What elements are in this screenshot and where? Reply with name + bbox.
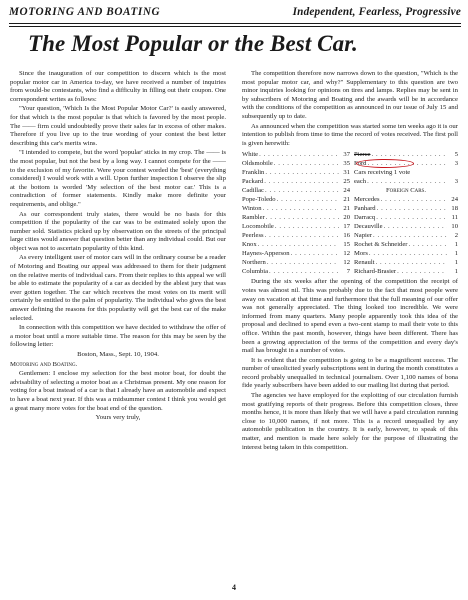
car-name: Oldsmobile <box>242 160 273 168</box>
dot-leader <box>371 150 447 159</box>
masthead-motto: Independent, Fearless, Progressive <box>292 6 461 18</box>
vote-count: 1 <box>454 241 458 249</box>
domestic-car-entry <box>242 249 350 258</box>
dot-leader <box>291 249 339 258</box>
dot-leader <box>258 240 339 249</box>
car-name: Locomobile <box>242 223 274 231</box>
letter-closing: Yours very truly, <box>95 414 141 422</box>
vote-count: 21 <box>343 196 350 204</box>
second-list-entry <box>350 177 458 186</box>
dot-leader <box>266 213 339 222</box>
car-name: White <box>242 151 259 159</box>
vote-count: 11 <box>451 214 458 222</box>
masthead-rule-thin <box>9 26 461 27</box>
dot-leader <box>259 150 339 159</box>
vote-count: 2 <box>454 232 458 240</box>
vote-count: 24 <box>451 196 458 204</box>
car-name: Decauville <box>354 223 383 231</box>
car-name: Haynes-Apperson <box>242 250 290 258</box>
vote-count: 21 <box>343 205 350 213</box>
car-name: Pope-Toledo <box>242 196 276 204</box>
poll-row <box>242 159 458 168</box>
domestic-car-entry <box>242 150 350 159</box>
car-name: Ford <box>354 160 367 168</box>
domestic-car-entry <box>242 195 350 204</box>
vote-count: 25 <box>343 178 350 186</box>
poll-row <box>242 240 458 249</box>
dot-leader <box>265 168 339 177</box>
article-paragraph: "I intended to compete, but the word 'popular' sticks in my crop. The —— is the most popular, but not the best by a long way. I cannot compete for the —— to the exclusion of my favorite. Were your contest worded the 'best' (everything considered) I would work with a will. Upon further inspection I observe the slip at the bottom is worded 'My selection of the best motor car.' This is a contradiction of former statements. Kindly make more definite your requirements, and oblige." <box>10 149 226 208</box>
car-name: Richard-Brasier <box>354 268 397 276</box>
dot-leader <box>367 159 447 168</box>
car-name: Rochet & Schneider <box>354 241 408 249</box>
vote-count: 16 <box>343 232 350 240</box>
vote-count: 1 <box>454 268 458 276</box>
page-number: 4 <box>232 583 236 592</box>
car-name: Knox <box>242 241 257 249</box>
car-name: Mors <box>354 250 368 258</box>
poll-row <box>242 195 458 204</box>
vote-poll-table <box>242 150 458 276</box>
car-name: Panhard <box>354 205 376 213</box>
dot-leader <box>263 204 339 213</box>
car-name: Northern <box>242 259 266 267</box>
vote-count: 15 <box>343 241 350 249</box>
right-column <box>242 70 458 453</box>
vote-count: 3 <box>454 160 458 168</box>
second-list-entry <box>350 258 458 267</box>
domestic-car-entry <box>242 168 350 177</box>
poll-row <box>242 204 458 213</box>
car-name: Mercedes <box>354 196 380 204</box>
car-name: Peerless <box>242 232 264 240</box>
domestic-car-entry <box>242 204 350 213</box>
masthead <box>9 6 461 22</box>
second-list-entry <box>350 240 458 249</box>
dot-leader <box>275 222 339 231</box>
masthead-title: MOTORING AND BOATING <box>9 6 161 18</box>
dot-leader <box>376 258 447 267</box>
dot-leader <box>376 213 447 222</box>
dot-leader <box>264 177 339 186</box>
domestic-car-entry <box>242 267 350 276</box>
domestic-car-entry <box>242 231 350 240</box>
car-name: Darracq <box>354 214 376 222</box>
second-list-entry <box>350 150 458 159</box>
poll-row <box>242 150 458 159</box>
article-paragraph: It is evident that the competition is going to be a magnificent success. The number of unsolicited yearly subscriptions sent in during the month constitutes a record probably unequalled in technical journalism. Over 1,100 names of bona fide yearly subscribers have been added to our mailing list during that period. <box>242 356 459 390</box>
article-paragraph: As our correspondent truly states, there would be no basis for this competition if the popularity of the car was to be estimated solely upon the number sold. Statistics picked up by observation on the streets of the principal large cities would answer that question better than any individual could. But our object was not to ascertain popularity of this kind. <box>10 210 226 252</box>
dot-leader <box>367 177 447 186</box>
car-name: Cadillac <box>242 187 264 195</box>
vote-count: 17 <box>343 223 350 231</box>
second-list-entry <box>350 168 458 177</box>
second-list-entry <box>350 159 458 168</box>
car-name: Winton <box>242 205 262 213</box>
dot-leader <box>381 195 447 204</box>
second-list-entry <box>350 249 458 258</box>
vote-count: 12 <box>343 250 350 258</box>
poll-row <box>242 267 458 276</box>
poll-row <box>242 258 458 267</box>
dot-leader <box>377 204 447 213</box>
vote-count: 24 <box>343 187 350 195</box>
second-list-entry <box>350 186 458 195</box>
article-paragraph: Since the inauguration of our competition to discern which is the most popular motor car in America to-day, we have received a number of inquiries from would-be contestants, who find a difficulty in filling out their coupon. One correspondent writes as follows: <box>10 70 226 103</box>
dot-leader <box>269 267 339 276</box>
second-list-entry <box>350 222 458 231</box>
car-name: Napier <box>354 232 372 240</box>
left-column <box>10 70 226 424</box>
dot-leader <box>397 267 447 276</box>
dot-leader <box>369 249 447 258</box>
vote-count: 31 <box>343 169 350 177</box>
article-paragraph: As announced when the competition was started some ten weeks ago it is our intention to publish from time to time the record of votes received. The first poll is given herewith: <box>242 122 458 147</box>
vote-count: 7 <box>346 268 350 276</box>
domestic-car-entry <box>242 177 350 186</box>
car-name: each <box>354 178 367 186</box>
article-paragraph: The competition therefore now narrows down to the question, "Which is the most popular motor car, and why?" Supplementary to this question are two minor inquiries looking for opinions on tires and lamps. Replies may be sent in by subscribers of Motoring and Boating and the awards will be in accordance with the conditions of the competition as announced in our issue of July 15 and subsequently up to date. <box>242 70 458 120</box>
poll-row <box>242 231 458 240</box>
dot-leader <box>274 159 339 168</box>
vote-count: 5 <box>454 151 458 159</box>
vote-count: 37 <box>343 151 350 159</box>
vote-count: 20 <box>343 214 350 222</box>
second-list-entry <box>350 231 458 240</box>
second-list-entry <box>350 267 458 276</box>
article-headline: The Most Popular or the Best Car. <box>28 31 358 56</box>
vote-count: 1 <box>454 250 458 258</box>
article-paragraph: During the six weeks after the opening of the competition the receipt of votes was almost nil. This was probably due to the fact that most people were away on vacation at that time and furthermore that the full meaning of our offer was not generally appreciated. The thing looked too incredible. We were informed from many quarters. Many people apparently took this idea of the proposal and declined to spend even a two-cent stamp to mail their vote to this office. Within the past month, however, things have been different. There has been a growing appreciation of the terms of the competition and every day's mail has brought in a number of votes. <box>242 278 458 355</box>
vote-count: 3 <box>454 178 458 186</box>
domestic-car-entry <box>242 258 350 267</box>
dot-leader <box>267 258 339 267</box>
car-name: Columbia <box>242 268 269 276</box>
letter-dateline: Boston, Mass., Sept. 10, 1904. <box>77 351 159 358</box>
vote-count: 12 <box>343 259 350 267</box>
second-list-entry <box>350 213 458 222</box>
poll-row <box>242 186 458 195</box>
dot-leader <box>265 231 339 240</box>
masthead-rule <box>9 23 461 24</box>
poll-row <box>242 249 458 258</box>
letter-body: Gentlemen: I enclose my selection for the best motor boat, for doubt the advisability of selecting a motor boat as a Christmas present. My one reason for voting for a boat instead of a car is that I already have an automobile and expect to have a boat next year. If this was a midsummer contest I think you would get a great many more votes for the boat end of the question. <box>10 370 226 412</box>
vote-count: 18 <box>451 205 458 213</box>
foreign-cars-heading: Foreign Cars. <box>386 187 426 195</box>
dot-leader <box>373 231 447 240</box>
vote-count: 35 <box>343 160 350 168</box>
dot-leader <box>265 186 339 195</box>
car-name: Franklin <box>242 169 265 177</box>
second-list-entry <box>350 195 458 204</box>
poll-row <box>242 213 458 222</box>
article-paragraph: As every intelligent user of motor cars will in the ordinary course be a reader of Motoring and Boating our appeal was addressed to them for their judgment on the relative merits of individual cars. From their replies to this appeal we will be able to estimate the popularity of a car as decided by the ablest jury that was ever gotten together. The car which receives the most votes on its merit will certainly be entitled to the palm of popularity. The individual who gives the best answer defining the reasons for this popularity will get the best car of the make selected. <box>10 254 226 322</box>
dot-leader <box>277 195 339 204</box>
vote-count: 1 <box>454 259 458 267</box>
letter-addressee: Motoring and Boating. <box>10 360 78 368</box>
domestic-car-entry <box>242 186 350 195</box>
car-name: Renault <box>354 259 375 267</box>
article-paragraph: In connection with this competition we have decided to withdraw the offer of a motor boat until a more suitable time. The reason for this may be seen by the following letter: <box>10 324 226 349</box>
domestic-car-entry <box>242 213 350 222</box>
poll-row <box>242 177 458 186</box>
domestic-car-entry <box>242 159 350 168</box>
domestic-car-entry <box>242 240 350 249</box>
poll-row <box>242 222 458 231</box>
car-name: Cars receiving 1 vote <box>354 169 411 177</box>
second-list-entry <box>350 204 458 213</box>
car-name: Rambler <box>242 214 265 222</box>
domestic-car-entry <box>242 222 350 231</box>
article-paragraph: The agencies we have employed for the exploiting of our circulation furnish most gratifying reports of their progress. Before this competition closes, three months hence, it is more than likely that we will have a paid circulation running close to 10,000 names, if not more. This is a record unequalled by any automobile publication in the country. It is early, however, to speak of this matter, and mention is made here solely for the purpose of illustrating the interest being taken in this competition. <box>242 392 458 451</box>
car-name: Packard <box>242 178 264 186</box>
dot-leader <box>408 240 447 249</box>
vote-count: 10 <box>451 223 458 231</box>
poll-row <box>242 168 458 177</box>
car-name: Pierce <box>354 151 371 159</box>
article-paragraph: "Your question, 'Which Is the Most Popular Motor Car?' is easily answered, for that which is the most popular is that which is favored by the most people. The —— firm could undoubtedly prove their sales far in excess of other makes. Therefore if you live up to the true wording of your contest the best letter describing this car's merits wins. <box>10 105 226 147</box>
dot-leader <box>384 222 447 231</box>
